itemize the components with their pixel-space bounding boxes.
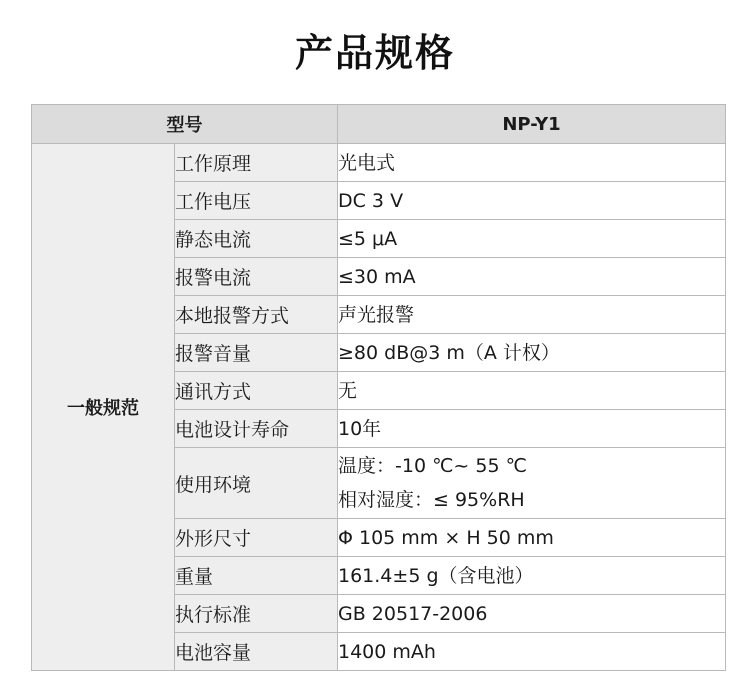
value-line: ≤30 mA — [338, 265, 416, 288]
table-header-row — [32, 105, 726, 144]
param-cell: 工作原理 — [175, 144, 338, 182]
value-cell — [338, 144, 726, 182]
param-cell: 工作电压 — [175, 182, 338, 220]
value-line: DC 3 V — [338, 189, 404, 212]
param-cell: 报警电流 — [175, 258, 338, 296]
param-cell: 外形尺寸 — [175, 519, 338, 557]
value-line: 1400 mAh — [338, 640, 436, 663]
param-cell: 通讯方式 — [175, 372, 338, 410]
value-line: ≥80 dB@3 m（A 计权） — [338, 341, 560, 364]
value-cell — [338, 296, 726, 334]
value-cell — [338, 557, 726, 595]
value-cell — [338, 220, 726, 258]
value-line: GB 20517-2006 — [338, 602, 488, 625]
value-cell — [338, 410, 726, 448]
value-cell — [338, 258, 726, 296]
value-line: 光电式 — [338, 151, 396, 174]
value-cell — [338, 595, 726, 633]
param-cell: 执行标准 — [175, 595, 338, 633]
value-cell — [338, 182, 726, 220]
page-title: 产品规格 — [294, 31, 455, 75]
value-cell — [338, 633, 726, 671]
table-row — [32, 144, 726, 182]
value-line: 温度：-10 ℃~ 55 ℃ — [338, 455, 527, 477]
value-line: ≤5 μA — [338, 227, 398, 250]
value-line: 10年 — [338, 417, 382, 440]
group-label: 一般规范 — [32, 144, 175, 671]
param-cell: 本地报警方式 — [175, 296, 338, 334]
spec-table — [31, 104, 726, 671]
value-line: 无 — [338, 379, 358, 402]
param-cell: 报警音量 — [175, 334, 338, 372]
value-line: Φ 105 mm × H 50 mm — [338, 526, 554, 549]
param-cell: 静态电流 — [175, 220, 338, 258]
value-cell — [338, 448, 726, 519]
param-cell: 重量 — [175, 557, 338, 595]
value-cell — [338, 334, 726, 372]
model-value: NP-Y1 — [338, 105, 726, 144]
param-cell: 电池容量 — [175, 633, 338, 671]
value-cell — [338, 519, 726, 557]
param-cell: 使用环境 — [175, 448, 338, 519]
value-line: 161.4±5 g（含电池） — [338, 564, 534, 587]
value-cell — [338, 372, 726, 410]
model-label: 型号 — [32, 105, 338, 144]
value-line: 声光报警 — [338, 303, 415, 326]
param-cell: 电池设计寿命 — [175, 410, 338, 448]
value-line: 相对湿度：≤ 95%RH — [338, 489, 525, 511]
